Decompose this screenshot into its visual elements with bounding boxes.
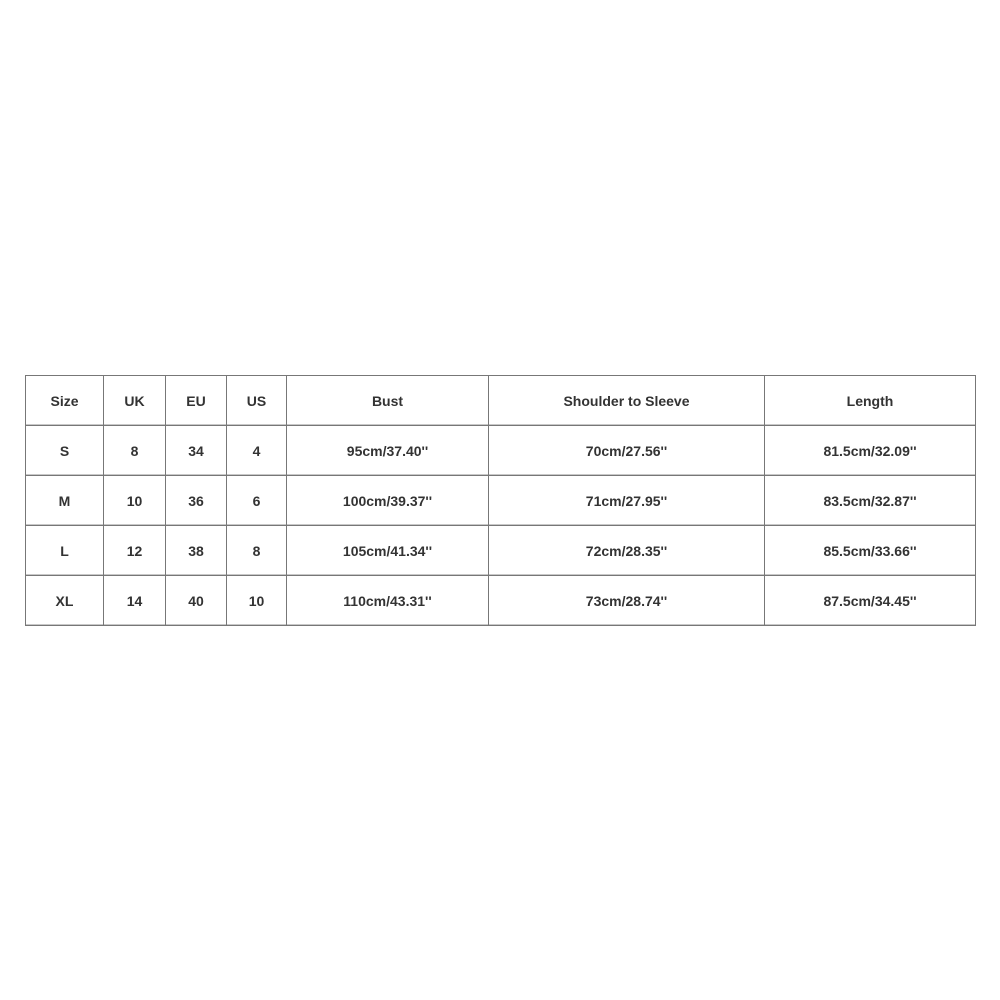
table-row: [26, 576, 976, 626]
cell-uk: 10: [104, 476, 166, 526]
cell-eu: 38: [166, 526, 227, 576]
cell-size: L: [26, 526, 104, 576]
cell-size: S: [26, 426, 104, 476]
header-row: [26, 376, 976, 426]
header-uk: UK: [104, 376, 166, 426]
cell-length: 83.5cm/32.87'': [765, 476, 976, 526]
header-eu: EU: [166, 376, 227, 426]
header-bust: Bust: [287, 376, 489, 426]
cell-bust: 95cm/37.40'': [287, 426, 489, 476]
cell-eu: 34: [166, 426, 227, 476]
header-size: Size: [26, 376, 104, 426]
header-us: US: [227, 376, 287, 426]
header-shoulder-to-sleeve: Shoulder to Sleeve: [489, 376, 765, 426]
header-length: Length: [765, 376, 976, 426]
cell-length: 81.5cm/32.09'': [765, 426, 976, 476]
cell-us: 4: [227, 426, 287, 476]
cell-length: 85.5cm/33.66'': [765, 526, 976, 576]
size-chart-table: [25, 375, 976, 626]
cell-shoulder-to-sleeve: 70cm/27.56'': [489, 426, 765, 476]
table-row: [26, 426, 976, 476]
cell-shoulder-to-sleeve: 72cm/28.35'': [489, 526, 765, 576]
cell-shoulder-to-sleeve: 71cm/27.95'': [489, 476, 765, 526]
cell-us: 10: [227, 576, 287, 626]
cell-bust: 100cm/39.37'': [287, 476, 489, 526]
cell-uk: 14: [104, 576, 166, 626]
table-row: [26, 476, 976, 526]
cell-us: 8: [227, 526, 287, 576]
cell-bust: 105cm/41.34'': [287, 526, 489, 576]
cell-us: 6: [227, 476, 287, 526]
cell-size: XL: [26, 576, 104, 626]
table-row: [26, 526, 976, 576]
cell-eu: 40: [166, 576, 227, 626]
cell-bust: 110cm/43.31'': [287, 576, 489, 626]
cell-shoulder-to-sleeve: 73cm/28.74'': [489, 576, 765, 626]
cell-eu: 36: [166, 476, 227, 526]
cell-size: M: [26, 476, 104, 526]
cell-uk: 8: [104, 426, 166, 476]
cell-uk: 12: [104, 526, 166, 576]
cell-length: 87.5cm/34.45'': [765, 576, 976, 626]
